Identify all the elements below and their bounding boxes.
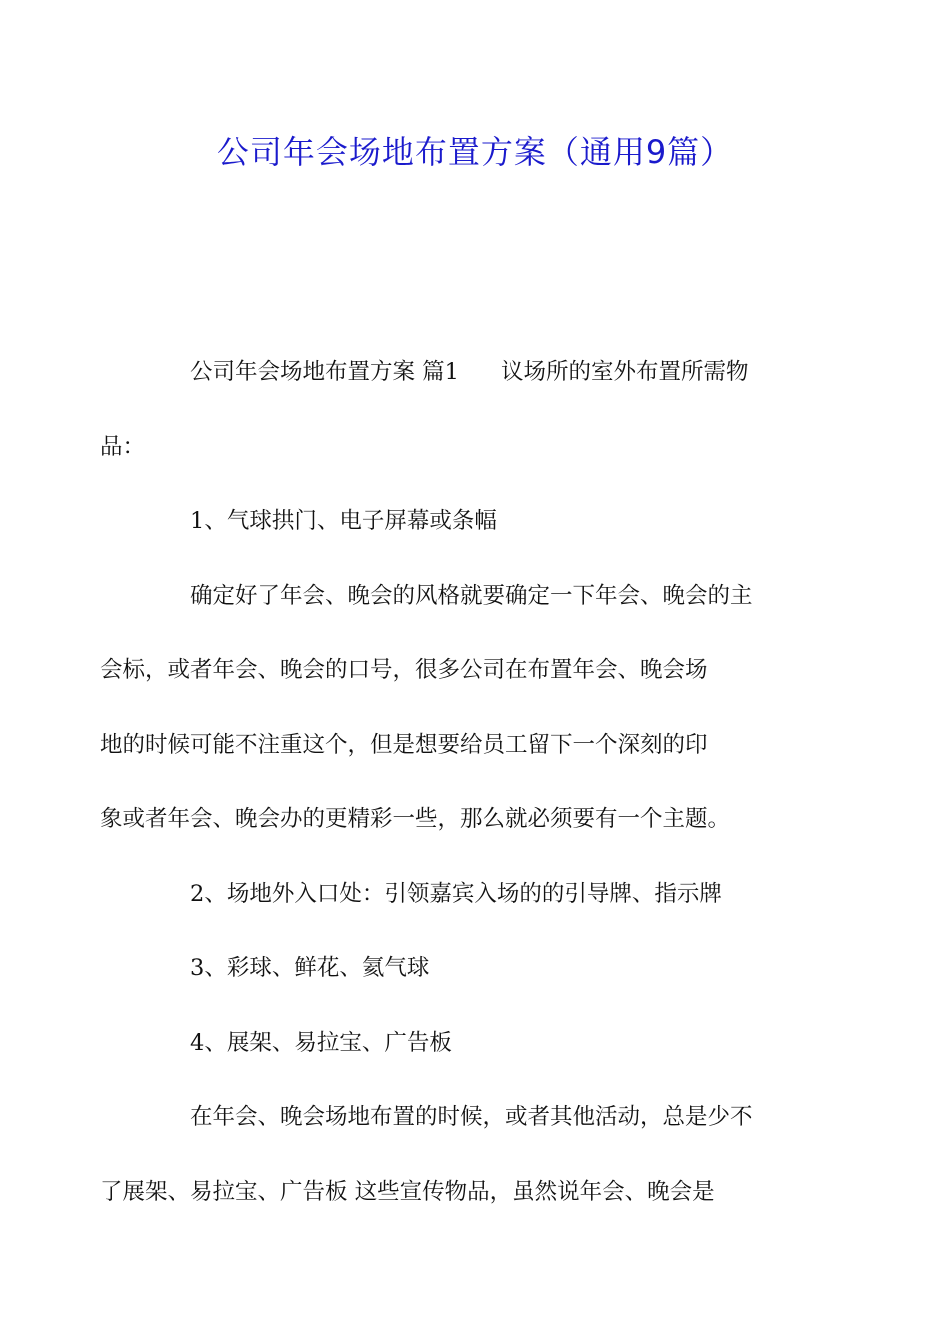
paragraph [100,1080,807,1229]
text-fragment: 议场所的室外布置所需物 [500,359,749,385]
text-line: 了展架、易拉宝、广告板 这些宣传物品，虽然说年会、晚会是 [100,1178,715,1205]
section-heading: 公司年会场地布置方案 篇1 [190,359,459,385]
text-line: 会标，或者年会、晚会的口号，很多公司在布置年会、晚会场 [100,657,708,683]
list-item [145,484,807,559]
list-item [145,857,807,932]
text-line [145,335,807,410]
list-item [145,931,807,1006]
text-line: 在年会、晚会场地布置的时候，或者其他活动，总是少不 [190,1104,753,1130]
document-title: 公司年会场地布置方案（通用9篇） [216,133,734,171]
text-line: 确定好了年会、晚会的风格就要确定一下年会、晚会的主 [190,582,753,609]
text-line: 2、场地外入口处：引领嘉宾入场的的引导牌、指示牌 [190,880,722,907]
paragraph [100,559,807,857]
text-line: 1、气球拱门、电子屏幕或条幅 [190,508,497,534]
text-line: 4、展架、易拉宝、广告板 [190,1029,452,1056]
text-line: 象或者年会、晚会办的更精彩一些，那么就必须要有一个主题。 [100,806,731,832]
list-item [145,1006,807,1081]
text-line: 地的时候可能不注重这个，但是想要给员工留下一个深刻的印 [100,731,708,758]
text-line: 品： [100,433,146,460]
document-body [100,335,807,1229]
text-line: 3、彩球、鲜花、氦气球 [190,955,430,981]
paragraph-intro [100,335,807,484]
